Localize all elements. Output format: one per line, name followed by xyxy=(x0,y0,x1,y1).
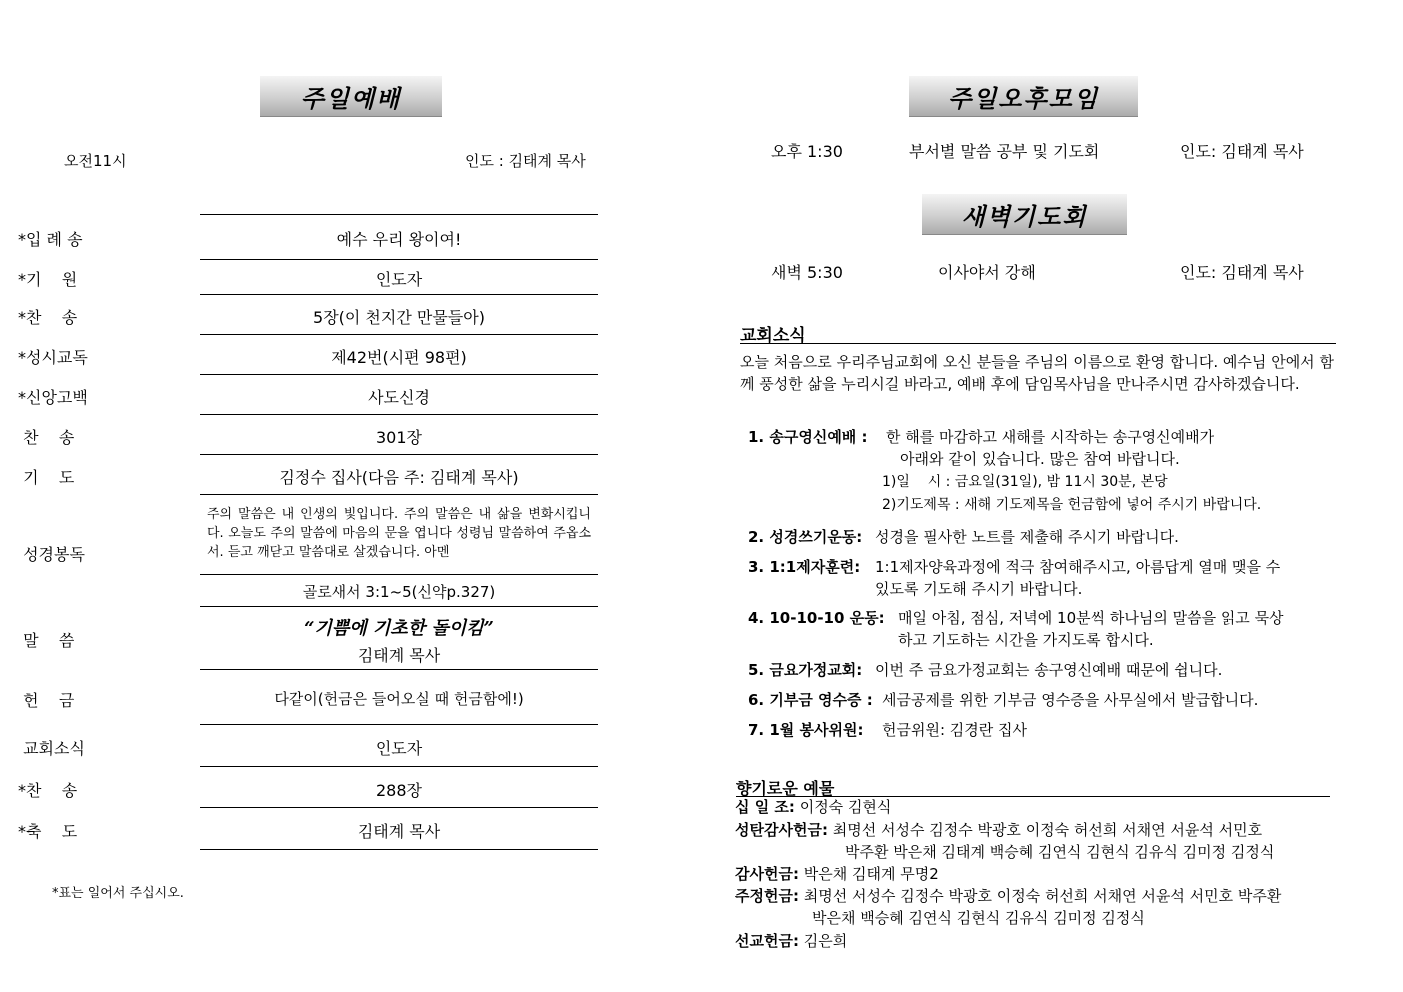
table-line xyxy=(200,259,598,260)
dawn-time: 새벽 5:30 xyxy=(771,263,843,282)
offering-row xyxy=(735,885,1281,907)
order-value: 제42번(시편 98편) xyxy=(331,348,467,367)
order-label: 찬 송 xyxy=(18,428,75,447)
table-line xyxy=(200,574,598,575)
news-item xyxy=(748,607,885,629)
order-value: 김태계 목사 xyxy=(357,822,441,841)
offerings-title: 향기로운 예물 xyxy=(736,779,835,798)
news-item xyxy=(748,689,873,711)
sermon-title: “기쁨에 기초한 돌이킴” xyxy=(304,618,494,639)
order-value: 5장(이 천지간 만물들아) xyxy=(313,308,485,327)
table-line xyxy=(200,374,598,375)
table-line xyxy=(200,214,598,215)
order-value: 다같이(헌금은 들어오실 때 헌금함에!) xyxy=(274,690,524,708)
order-value: 288장 xyxy=(376,781,422,800)
offering-row xyxy=(735,863,939,885)
table-line xyxy=(200,494,598,495)
news-item xyxy=(748,426,868,448)
offering-names: 박주환 박은채 김태계 백승혜 김연식 김현식 김유식 김미정 김정식 xyxy=(845,843,1275,861)
news-item-text: 매일 아침, 점심, 저녁에 10분씩 하나님의 말씀을 읽고 묵상 xyxy=(898,609,1284,627)
news-item-head: 2. 성경쓰기운동: xyxy=(748,528,863,546)
news-item xyxy=(748,526,862,548)
dawn-content: 이사야서 강해 xyxy=(938,263,1036,282)
news-item-text: 성경을 필사한 노트를 제출해 주시기 바랍니다. xyxy=(875,528,1179,546)
worship-title-banner xyxy=(260,76,442,117)
table-line xyxy=(200,766,598,767)
news-item-head: 7. 1월 봉사위원: xyxy=(748,721,864,739)
order-label: *기 원 xyxy=(18,270,78,289)
news-item-head: 5. 금요가정교회: xyxy=(748,661,863,679)
offering-label: 선교헌금: xyxy=(735,932,799,950)
news-welcome: 오늘 처음으로 우리주님교회에 오신 분들을 주님의 이름으로 환영 합니다. 예수님 안에서 함께 풍성한 삶을 누리시길 바라고, 예배 후에 담임목사님을 만나주시면 감사하겠습니다. xyxy=(740,353,1334,393)
dawn-title-banner xyxy=(922,194,1127,235)
table-line xyxy=(200,414,598,415)
scripture-reference: 골로새서 3:1~5(신약p.327) xyxy=(302,583,496,601)
order-label: *축 도 xyxy=(18,822,78,841)
order-label: 성경봉독 xyxy=(18,545,85,564)
sermon-preacher: 김태계 목사 xyxy=(357,646,441,665)
dawn-title: 새벽기도회 xyxy=(961,201,1088,231)
offering-names: 최명선 서성수 김정수 박광호 이정숙 허선희 서채연 서윤석 서민호 xyxy=(832,821,1263,839)
news-item-text: 세금공제를 위한 기부금 영수증을 사무실에서 발급합니다. xyxy=(882,691,1259,709)
news-item-text: 한 해를 마감하고 새해를 시작하는 송구영신예배가 xyxy=(886,428,1215,446)
offering-label: 감사헌금: xyxy=(735,865,799,883)
standing-note: *표는 일어서 주십시오. xyxy=(52,886,184,901)
worship-title: 주일예배 xyxy=(300,83,402,113)
offering-names: 최명선 서성수 김정수 박광호 이정숙 허선희 서채연 서윤석 서민호 박주환 xyxy=(803,887,1282,905)
news-title: 교회소식 xyxy=(740,326,806,346)
news-item-text: 아래와 같이 있습니다. 많은 참여 바랍니다. xyxy=(900,450,1180,468)
order-label: 헌 금 xyxy=(18,691,75,710)
table-line xyxy=(200,334,598,335)
news-item xyxy=(748,659,862,681)
order-value: 인도자 xyxy=(375,270,423,289)
order-label: *신앙고백 xyxy=(18,388,88,407)
worship-leader: 인도 : 김태계 목사 xyxy=(465,152,586,170)
order-label: *입 례 송 xyxy=(18,230,83,249)
news-item-text: 헌금위원: 김경란 집사 xyxy=(882,721,1028,739)
afternoon-title: 주일오후모임 xyxy=(947,83,1100,113)
offering-names: 김은희 xyxy=(803,932,848,950)
table-line xyxy=(200,454,598,455)
order-label: 말 씀 xyxy=(18,631,75,650)
table-line xyxy=(200,294,598,295)
afternoon-leader: 인도: 김태계 목사 xyxy=(1180,142,1304,161)
news-item-text: 있도록 기도해 주시기 바랍니다. xyxy=(875,580,1083,598)
order-label: *찬 송 xyxy=(18,781,78,800)
dawn-leader: 인도: 김태계 목사 xyxy=(1180,263,1304,282)
afternoon-title-banner xyxy=(909,76,1138,117)
table-line xyxy=(200,724,598,725)
news-item-text: 1:1제자양육과정에 적극 참여해주시고, 아름답게 열매 맺을 수 xyxy=(875,558,1281,576)
news-item-text: 2)기도제목 : 새해 기도제목을 헌금함에 넣어 주시기 바랍니다. xyxy=(882,497,1262,513)
news-item-text: 1)일 시 : 금요일(31일), 밤 11시 30분, 본당 xyxy=(882,474,1168,490)
order-label: *찬 송 xyxy=(18,308,78,327)
offering-label: 십 일 조: xyxy=(735,798,795,816)
order-value: 예수 우리 왕이여! xyxy=(336,230,462,249)
news-item-head: 6. 기부금 영수증 : xyxy=(748,691,873,709)
offering-row xyxy=(735,819,1262,841)
afternoon-content: 부서별 말씀 공부 및 기도회 xyxy=(909,142,1100,161)
offering-label: 주정헌금: xyxy=(735,887,799,905)
offering-names: 박은채 백승혜 김연식 김현식 김유식 김미정 김정식 xyxy=(812,909,1145,927)
order-value: 301장 xyxy=(376,428,422,447)
news-item-head: 4. 10-10-10 운동: xyxy=(748,609,885,627)
worship-time: 오전11시 xyxy=(64,152,127,170)
table-line xyxy=(200,849,598,850)
afternoon-time: 오후 1:30 xyxy=(771,142,843,161)
news-title-underline xyxy=(740,343,1336,344)
offering-names: 이정숙 김현식 xyxy=(799,798,892,816)
offering-label: 성탄감사헌금: xyxy=(735,821,828,839)
news-item-text: 하고 기도하는 시간을 가지도록 합시다. xyxy=(898,631,1154,649)
offering-row xyxy=(735,796,891,818)
order-value: 김정수 집사(다음 주: 김태계 목사) xyxy=(279,468,519,487)
table-line xyxy=(200,669,598,670)
offering-row xyxy=(735,930,847,952)
order-label: 기 도 xyxy=(18,468,75,487)
offering-names: 박은채 김태계 무명2 xyxy=(803,865,939,883)
news-item-text: 이번 주 금요가정교회는 송구영신예배 때문에 쉽니다. xyxy=(875,661,1223,679)
scripture-reading-text: 주의 말씀은 내 인생의 빛입니다. 주의 말씀은 내 삶을 변화시킵니다. 오늘도 주의 말씀에 마음의 문을 엽니다 성령님 말씀하여 주옵소서. 듣고 깨닫고 말씀대로 살겠습니다. 아멘 xyxy=(207,507,591,560)
table-line xyxy=(200,807,598,808)
order-value: 인도자 xyxy=(375,739,423,758)
order-label: *성시교독 xyxy=(18,348,88,367)
news-item xyxy=(748,719,863,741)
table-line xyxy=(200,606,598,607)
news-item xyxy=(748,556,860,578)
news-item-head: 1. 송구영신예배 : xyxy=(748,428,868,446)
order-label: 교회소식 xyxy=(18,739,85,758)
news-item-head: 3. 1:1제자훈련: xyxy=(748,558,861,576)
order-value: 사도신경 xyxy=(368,388,430,407)
